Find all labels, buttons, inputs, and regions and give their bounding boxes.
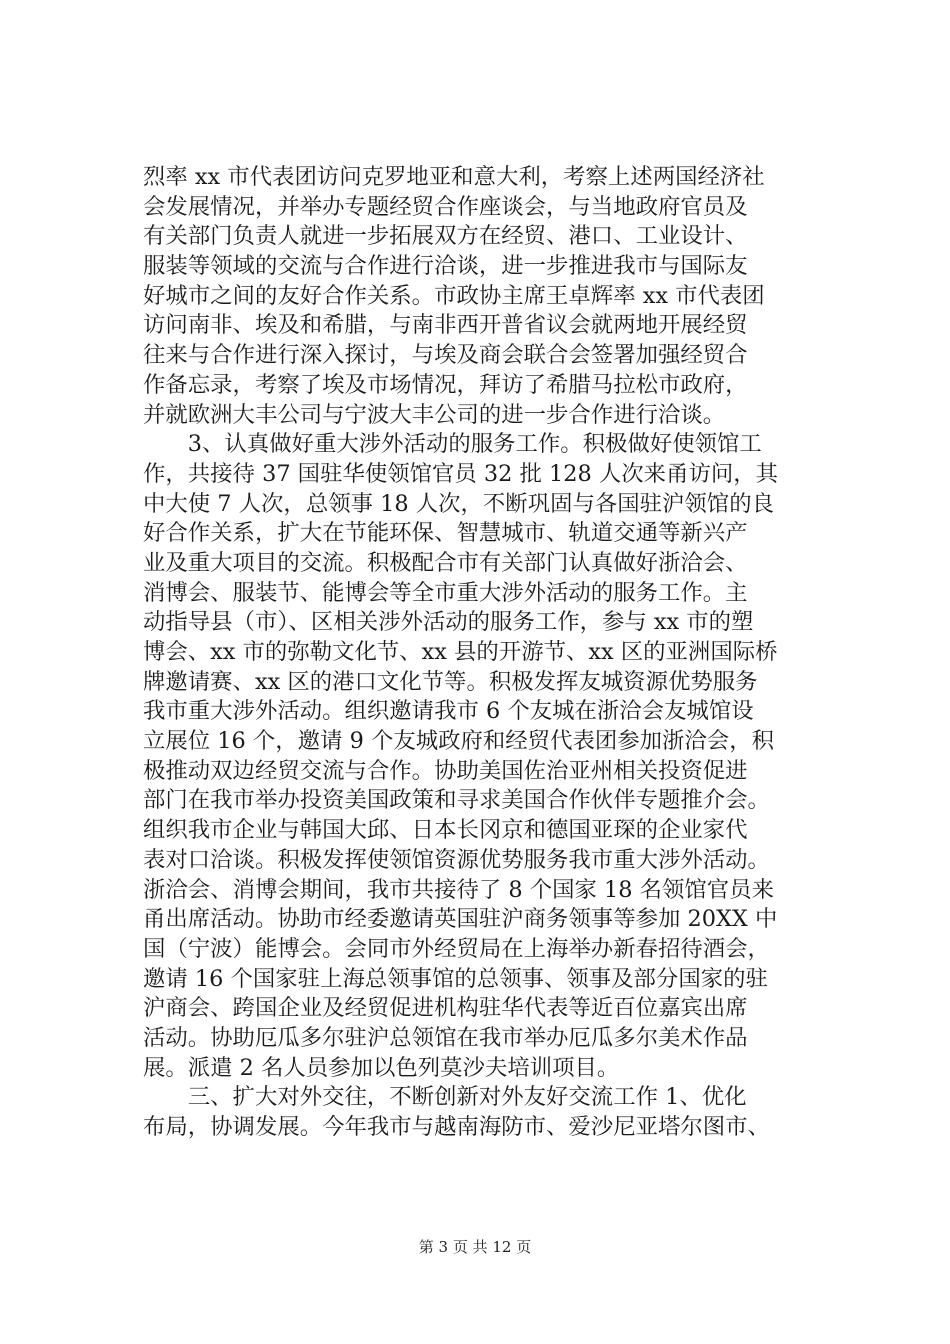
text-line: 组织我市企业与韩国大邱、日本长冈京和德国亚琛的企业家代 <box>143 817 748 844</box>
page-footer: 第 3 页 共 12 页 <box>418 1238 532 1256</box>
text-line: 极推动双边经贸交流与合作。协助美国佐治亚州相关投资促进 <box>143 757 748 784</box>
document-body <box>143 163 833 1143</box>
text-line: 立展位 16 个，邀请 9 个友城政府和经贸代表团参加浙洽会，积 <box>143 728 774 755</box>
text-line: 表对口洽谈。积极发挥使领馆资源优势服务我市重大涉外活动。 <box>143 846 770 873</box>
text-line: 部门在我市举办投资美国政策和寻求美国合作伙伴专题推介会。 <box>143 787 770 814</box>
text-line: 会发展情况，并举办专题经贸合作座谈会，与当地政府官员及 <box>143 193 748 220</box>
text-line: 访问南非、埃及和希腊，与南非西开普省议会就两地开展经贸 <box>143 312 748 339</box>
text-line: 服装等领域的交流与合作进行洽谈，进一步推进我市与国际友 <box>143 253 748 280</box>
text-line: 浙洽会、消博会期间，我市共接待了 8 个国家 18 名领馆官员来 <box>143 876 774 903</box>
text-line: 甬出席活动。协助市经委邀请英国驻沪商务领事等参加 20XX 中 <box>143 906 778 933</box>
text-line: 牌邀请赛、xx 区的港口文化节等。积极发挥友城资源优势服务 <box>143 668 758 695</box>
text-line: 沪商会、跨国企业及经贸促进机构驻华代表等近百位嘉宾出席 <box>143 995 748 1022</box>
text-line: 有关部门负责人就进一步拓展双方在经贸、港口、工业设计、 <box>143 223 748 250</box>
text-line: 消博会、服装节、能博会等全市重大涉外活动的服务工作。主 <box>143 579 748 606</box>
text-line: 作备忘录，考察了埃及市场情况，拜访了希腊马拉松市政府， <box>143 371 748 398</box>
text-line: 好合作关系，扩大在节能环保、智慧城市、轨道交通等新兴产 <box>143 520 748 547</box>
text-line: 国（宁波）能博会。会同市外经贸局在上海举办新春招待酒会， <box>143 935 770 962</box>
text-line: 烈率 xx 市代表团访问克罗地亚和意大利，考察上述两国经济社 <box>143 164 765 190</box>
text-line: 作，共接待 37 国驻华使领馆官员 32 批 128 人次来甬访问，其 <box>143 460 779 487</box>
text-line: 中大使 7 人次，总领事 18 人次，不断巩固与各国驻沪领馆的良 <box>143 490 774 517</box>
text-line: 业及重大项目的交流。积极配合市有关部门认真做好浙洽会、 <box>143 549 748 576</box>
text-line: 好城市之间的友好合作关系。市政协主席王卓辉率 xx 市代表团 <box>143 282 765 309</box>
text-line: 动指导县（市）、区相关涉外活动的服务工作，参与 xx 市的塑 <box>143 609 754 636</box>
text-line: 邀请 16 个国家驻上海总领事馆的总领事、领事及部分国家的驻 <box>143 965 768 992</box>
text-line: 三、扩大对外交往，不断创新对外友好交流工作 1、优化 <box>143 1084 747 1111</box>
text-line: 我市重大涉外活动。组织邀请我市 6 个友城在浙洽会友城馆设 <box>143 698 754 725</box>
text-line: 并就欧洲大丰公司与宁波大丰公司的进一步合作进行洽谈。 <box>143 401 726 428</box>
text-line: 3、认真做好重大涉外活动的服务工作。积极做好使领馆工 <box>143 431 762 458</box>
text-line: 活动。协助厄瓜多尔驻沪总领馆在我市举办厄瓜多尔美术作品 <box>143 1024 748 1051</box>
text-line: 展。派遣 2 名人员参加以色列莫沙夫培训项目。 <box>143 1054 620 1081</box>
text-line: 布局，协调发展。今年我市与越南海防市、爱沙尼亚塔尔图市、 <box>143 1114 770 1140</box>
text-line: 往来与合作进行深入探讨，与埃及商会联合会签署加强经贸合 <box>143 342 748 369</box>
text-line: 博会、xx 市的弥勒文化节、xx 县的开游节、xx 区的亚洲国际桥 <box>143 639 778 665</box>
